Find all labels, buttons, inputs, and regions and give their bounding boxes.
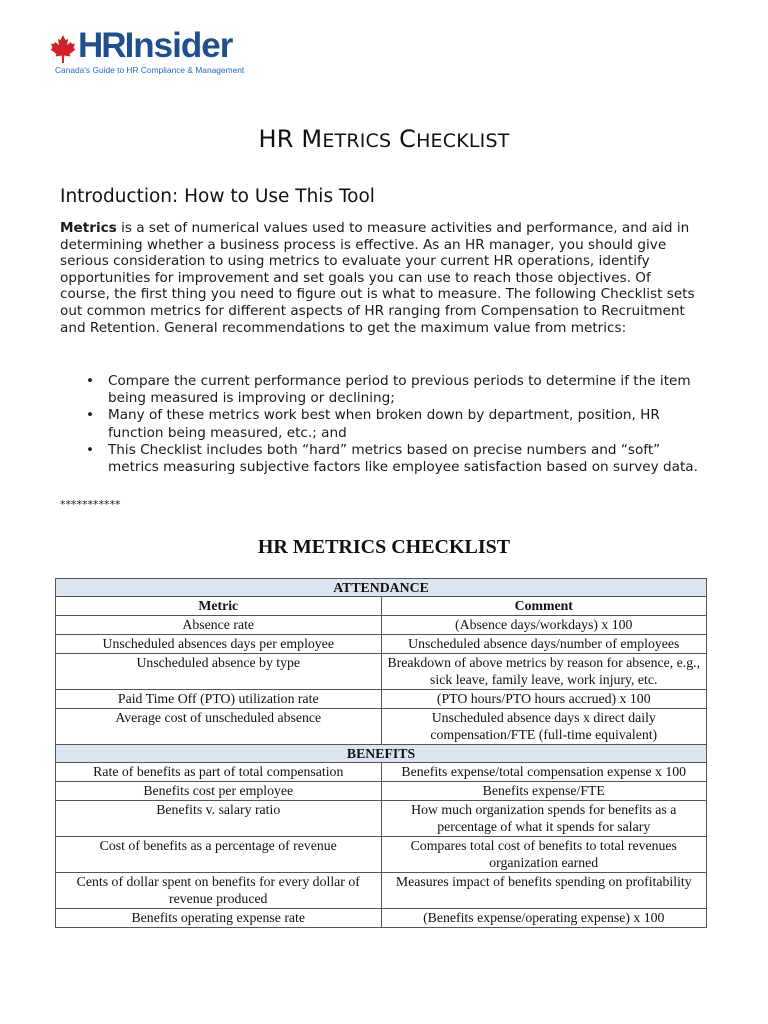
- logo-wordmark: [50, 28, 280, 64]
- table-title: HR METRICS CHECKLIST: [257, 536, 511, 558]
- metrics-table: [55, 578, 707, 928]
- table-row: [56, 801, 707, 837]
- comment-cell: Measures impact of benefits spending on profitability: [381, 873, 707, 909]
- comment-cell: (Absence days/workdays) x 100: [381, 616, 707, 635]
- comment-cell: Benefits expense/total compensation expense x 100: [381, 763, 707, 782]
- metric-cell: Absence rate: [56, 616, 382, 635]
- table-row: [56, 873, 707, 909]
- table-row: [56, 763, 707, 782]
- table-row: [56, 837, 707, 873]
- metric-cell: Rate of benefits as part of total compensation: [56, 763, 382, 782]
- logo-tagline: Canada's Guide to HR Compliance & Management: [55, 65, 245, 75]
- recommendation-list: [60, 373, 700, 476]
- title-part-3: C: [391, 125, 417, 153]
- metric-cell: Cents of dollar spent on benefits for every dollar of revenue produced: [56, 873, 382, 909]
- hr-insider-logo: [50, 28, 280, 78]
- section-header-attendance: [56, 579, 707, 597]
- page-title: [0, 121, 768, 159]
- comment-cell: Benefits expense/FTE: [381, 782, 707, 801]
- list-item-text: This Checklist includes both “hard” metrics based on precise numbers and “soft” metrics measuring subjective factors like employee satisfaction based on survey data.: [108, 441, 698, 476]
- comment-cell: Unscheduled absence days x direct daily compensation/FTE (full-time equivalent): [381, 709, 707, 745]
- bullet-icon: •: [86, 373, 95, 389]
- comment-cell: (Benefits expense/operating expense) x 100: [381, 909, 707, 928]
- metric-cell: Average cost of unscheduled absence: [56, 709, 382, 745]
- intro-paragraph-text: is a set of numerical values used to measure activities and performance, and aid in determining whether a business process is effective. As an HR manager, you should give serious consideration to using metrics to evaluate your current HR operations, identify opportunities for improvement and set goals you can use to reach those objectives. Of course, the first thing you need to figure out is what to measure. The following Checklist sets out common metrics for different aspects of HR ranging from Compensation to Recruitment and Retention. General recommendations to get the maximum value from metrics:: [60, 220, 695, 336]
- title-part-4: HECKLIST: [416, 130, 510, 152]
- logo-hr-text: HR: [78, 26, 125, 65]
- logo-insider-text: Insider: [124, 26, 233, 65]
- metric-cell: Benefits cost per employee: [56, 782, 382, 801]
- column-header-metric: Metric: [56, 597, 382, 616]
- maple-leaf-icon: [50, 34, 76, 64]
- table-row: [56, 782, 707, 801]
- table-row: [56, 654, 707, 690]
- bullet-icon: •: [86, 441, 95, 458]
- metric-cell: Unscheduled absences days per employee: [56, 635, 382, 654]
- comment-cell: How much organization spends for benefits as a percentage of what it spends for salary: [381, 801, 707, 837]
- table-row: [56, 909, 707, 928]
- comment-cell: Unscheduled absence days/number of employees: [381, 635, 707, 654]
- list-item: [60, 373, 700, 407]
- section-title: ATTENDANCE: [56, 579, 707, 597]
- list-item-text: Many of these metrics work best when broken down by department, position, HR function being measured, etc.; and: [108, 407, 660, 441]
- title-part-2: ETRICS: [322, 130, 392, 152]
- column-header-comment: Comment: [381, 597, 707, 616]
- title-part-1: HR M: [258, 125, 323, 153]
- list-item: [60, 407, 700, 441]
- metric-cell: Benefits operating expense rate: [56, 909, 382, 928]
- metric-cell: Paid Time Off (PTO) utilization rate: [56, 690, 382, 709]
- section-title: BENEFITS: [56, 745, 707, 763]
- comment-cell: Compares total cost of benefits to total revenues organization earned: [381, 837, 707, 873]
- metric-cell: Benefits v. salary ratio: [56, 801, 382, 837]
- table-row: [56, 709, 707, 745]
- column-header-row: [56, 597, 707, 616]
- metric-cell: Cost of benefits as a percentage of revenue: [56, 837, 382, 873]
- bullet-icon: •: [86, 407, 95, 424]
- list-item: [60, 442, 700, 476]
- comment-cell: Breakdown of above metrics by reason for absence, e.g., sick leave, family leave, work injury, etc.: [381, 654, 707, 690]
- separator: ***********: [60, 498, 121, 511]
- table-row: [56, 635, 707, 654]
- intro-term: Metrics: [60, 220, 117, 236]
- table-row: [56, 616, 707, 635]
- intro-paragraph: [60, 220, 700, 336]
- metric-cell: Unscheduled absence by type: [56, 654, 382, 690]
- comment-cell: (PTO hours/PTO hours accrued) x 100: [381, 690, 707, 709]
- intro-heading: Introduction: How to Use This Tool: [60, 186, 375, 207]
- section-header-benefits: [56, 745, 707, 763]
- list-item-text: Compare the current performance period to previous periods to determine if the item being measured is improving or declining;: [108, 373, 691, 407]
- table-row: [56, 690, 707, 709]
